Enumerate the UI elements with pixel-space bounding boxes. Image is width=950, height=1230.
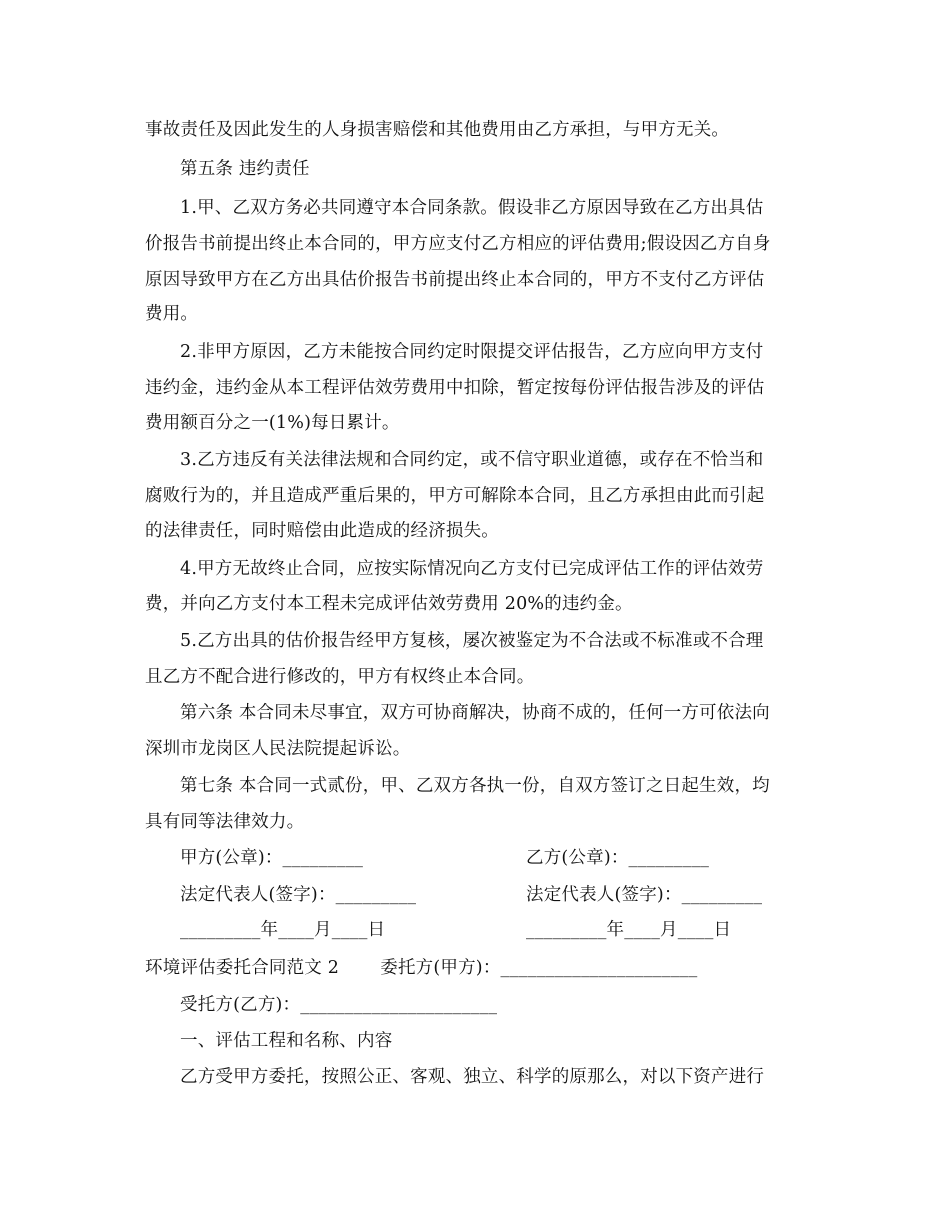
text-line: 且乙方不配合进行修改的，甲方有权终止本合同。 (145, 667, 535, 687)
text-line: 5.乙方出具的估价报告经甲方复核，屡次被鉴定为不合法或不标准或不合理 (180, 631, 764, 651)
text-line: 违约金，违约金从本工程评估效劳费用中扣除，暂定按每份评估报告涉及的评估 (145, 378, 765, 398)
text-line: 3.乙方违反有关法律法规和合同约定，或不信守职业道德，或存在不恰当和 (180, 450, 764, 470)
trustee-line: 受托方(乙方)：______________________ (180, 995, 498, 1015)
text-line: 事故责任及因此发生的人身损害赔偿和其他费用由乙方承担，与甲方无关。 (145, 120, 730, 140)
section-heading: 第七条 本合同一式贰份，甲、乙双方各执一份，自双方签订之日起生效，均 (180, 776, 770, 796)
party-a-date: _________年____月____日 (180, 920, 386, 940)
party-a-representative: 法定代表人(签字)：_________ (180, 885, 417, 905)
party-b-date: _________年____月____日 (526, 920, 732, 940)
party-b-seal: 乙方(公章)：_________ (526, 848, 710, 868)
text-line: 费用。 (145, 304, 199, 324)
text-line: 的法律责任，同时赔偿由此造成的经济损失。 (145, 521, 499, 541)
party-a-seal: 甲方(公章)：_________ (180, 848, 364, 868)
second-contract-heading: 环境评估委托合同范文 2 委托方(甲方)：______________________ (145, 958, 698, 978)
text-line: 具有同等法律效力。 (145, 812, 305, 832)
text-line: 2.非甲方原因，乙方未能按合同约定时限提交评估报告，乙方应向甲方支付 (180, 342, 764, 362)
text-line: 深圳市龙岗区人民法院提起诉讼。 (145, 739, 411, 759)
text-line: 原因导致甲方在乙方出具估价报告书前提出终止本合同的，甲方不支付乙方评估 (145, 270, 765, 290)
text-line: 4.甲方无故终止合同，应按实际情况向乙方支付已完成评估工作的评估效劳 (180, 559, 764, 579)
text-line: 腐败行为的，并且造成严重后果的，甲方可解除本合同，且乙方承担由此而引起 (145, 486, 765, 506)
party-b-representative: 法定代表人(签字)：_________ (526, 885, 763, 905)
text-line: 费，并向乙方支付本工程未完成评估效劳费用 20%的违约金。 (145, 594, 633, 614)
text-line: 价报告书前提出终止本合同的，甲方应支付乙方相应的评估费用;假设因乙方自身 (145, 234, 771, 254)
text-line: 费用额百分之一(1%)每日累计。 (145, 413, 400, 433)
section-heading: 第五条 违约责任 (180, 159, 310, 179)
text-line: 乙方受甲方委托，按照公正、客观、独立、科学的原那么，对以下资产进行 (180, 1067, 765, 1087)
text-line: 1.甲、乙双方务必共同遵守本合同条款。假设非乙方原因导致在乙方出具估 (180, 198, 764, 218)
section-heading: 第六条 本合同未尽事宜，双方可协商解决，协商不成的，任何一方可依法向 (180, 703, 770, 723)
section-heading: 一、评估工程和名称、内容 (180, 1031, 393, 1051)
